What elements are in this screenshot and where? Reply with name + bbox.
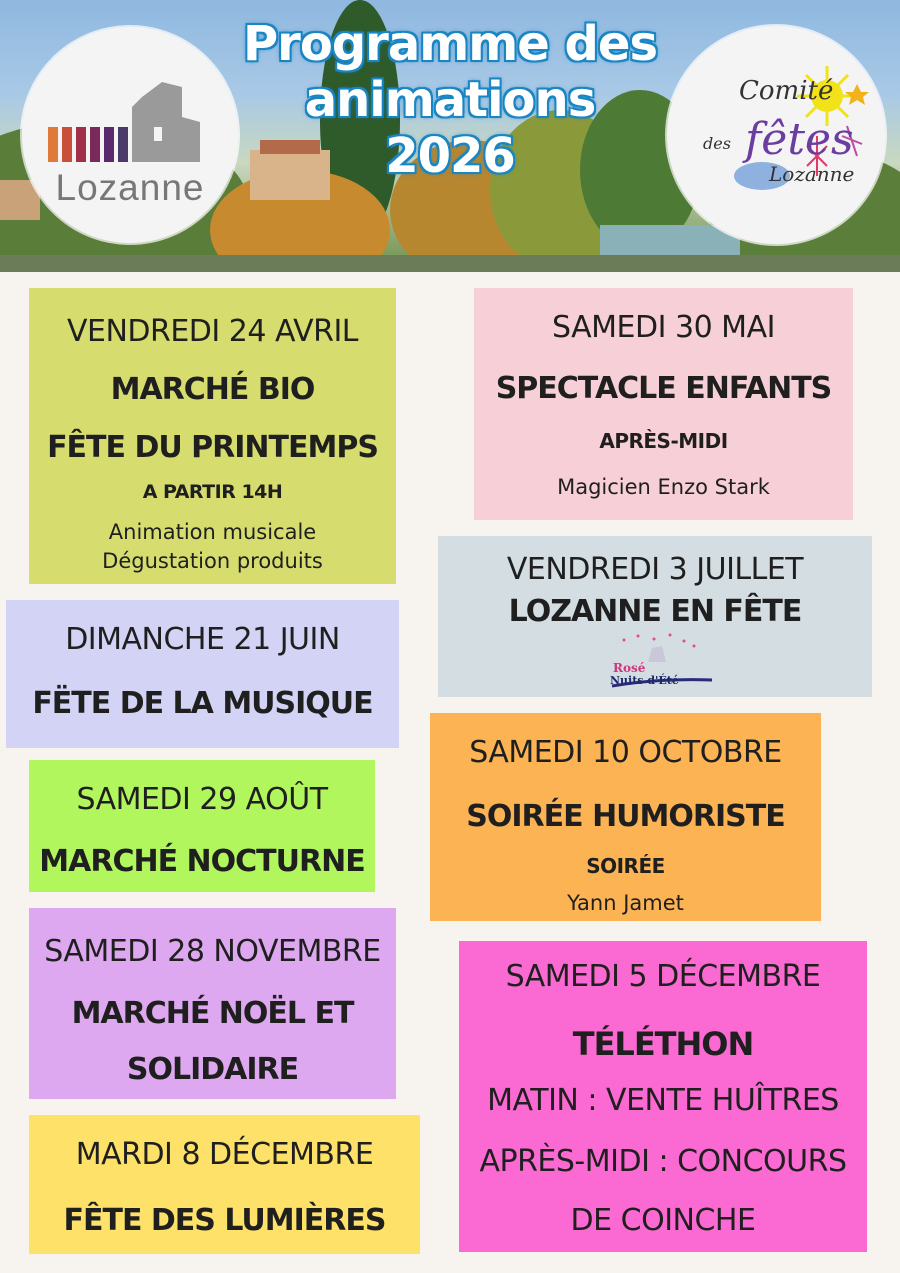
event-date: VENDREDI 24 AVRIL (66, 314, 359, 349)
lozanne-wordmark: Lozanne (55, 167, 205, 208)
event-detail-2: Dégustation produits (102, 549, 323, 573)
event-card-juin (6, 600, 399, 748)
logo-text-fetes: fêtes (745, 114, 854, 165)
comite-des-fetes-logo (667, 26, 885, 244)
event-title: FËTE DE LA MUSIQUE (32, 686, 373, 721)
title-line-3: 2026 (385, 128, 515, 184)
event-detail-3: DE COINCHE (570, 1203, 756, 1238)
logo-text-lozanne: Lozanne (769, 162, 855, 186)
event-title-2: SOLIDAIRE (126, 1052, 299, 1087)
event-date: SAMEDI 29 AOÛT (76, 782, 328, 817)
event-title: MARCHÉ NOCTURNE (39, 844, 365, 879)
event-title: LOZANNE EN FÊTE (508, 594, 802, 629)
event-time: SOIRÉE (586, 854, 665, 878)
event-date: SAMEDI 5 DÉCEMBRE (505, 959, 821, 994)
event-detail: Yann Jamet (567, 891, 684, 915)
event-date: SAMEDI 28 NOVEMBRE (44, 934, 381, 969)
event-card-decembre-5 (459, 941, 867, 1252)
event-date: MARDI 8 DÉCEMBRE (75, 1137, 374, 1172)
event-card-octobre (430, 713, 821, 921)
event-card-aout (29, 760, 375, 892)
event-title: SOIRÉE HUMORISTE (466, 799, 785, 834)
event-date: VENDREDI 3 JUILLET (506, 552, 804, 587)
nuits-ete-logo-text: Nuits d'Été (610, 674, 679, 687)
event-card-novembre (29, 908, 396, 1099)
event-title: SPECTACLE ENFANTS (495, 371, 832, 406)
event-card-mai (474, 288, 853, 520)
title-line-2: animations (304, 72, 596, 128)
title-line-1: Programme des (242, 16, 658, 72)
event-detail: MATIN : VENTE HUÎTRES (487, 1083, 839, 1118)
event-card-avril (29, 288, 396, 584)
rose-logo-text: Rosé (613, 661, 646, 675)
event-title-2: FÊTE DU PRINTEMPS (47, 430, 378, 465)
event-date: DIMANCHE 21 JUIN (65, 622, 340, 657)
event-time: APRÈS-MIDI (599, 429, 728, 453)
event-card-decembre-8 (29, 1115, 420, 1254)
event-card-juillet (438, 536, 872, 697)
event-detail: Magicien Enzo Stark (557, 475, 770, 499)
logo-text-des: des (703, 134, 731, 153)
logo-text-comite: Comité (739, 76, 834, 106)
event-detail: Animation musicale (108, 520, 317, 544)
event-title: TÉLÉTHON (572, 1025, 754, 1063)
header-banner (0, 0, 900, 272)
event-title: FÊTE DES LUMIÈRES (63, 1203, 386, 1238)
event-title: MARCHÉ BIO (110, 372, 315, 407)
event-time: A PARTIR 14H (142, 481, 283, 503)
event-date: SAMEDI 10 OCTOBRE (469, 735, 782, 770)
event-title: MARCHÉ NOËL ET (71, 996, 354, 1031)
event-detail-2: APRÈS-MIDI : CONCOURS (479, 1144, 847, 1179)
page-title (200, 16, 700, 184)
event-date: SAMEDI 30 MAI (552, 310, 775, 345)
